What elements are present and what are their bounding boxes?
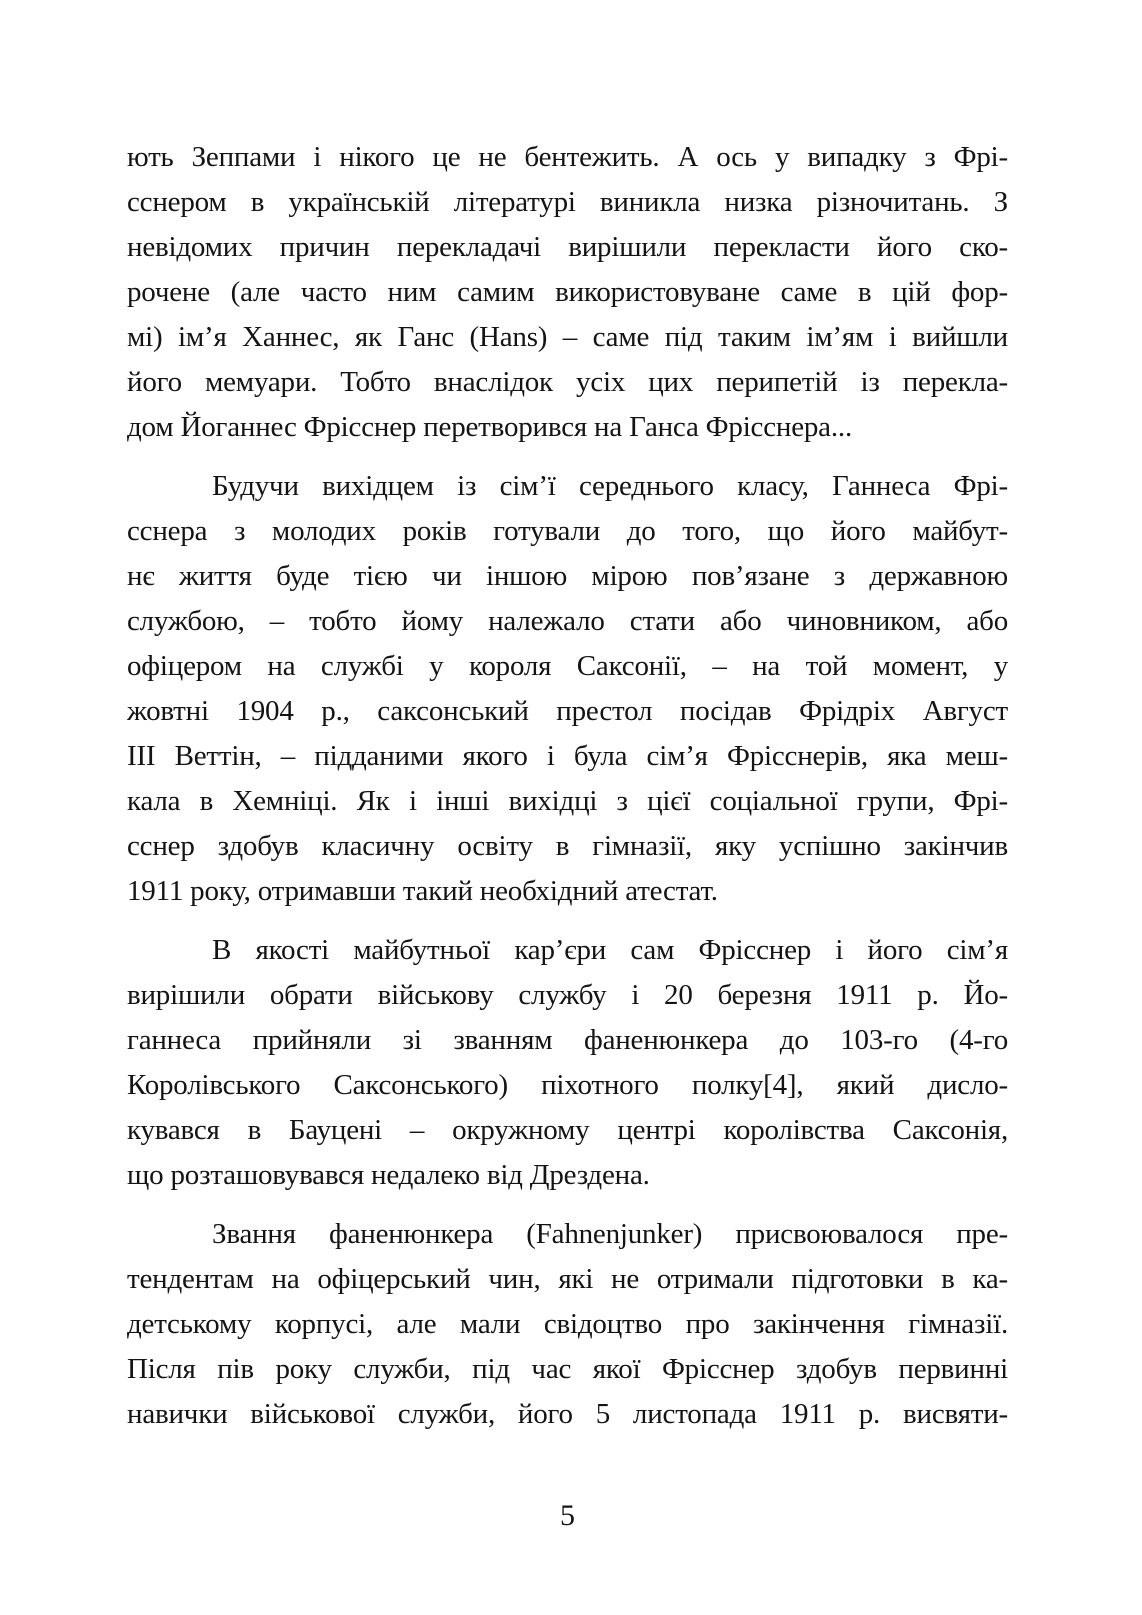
text-line: ганнеса прийняли зі званням фаненюнкера до 103-го (4-го <box>127 1024 1008 1056</box>
text-line: рочене (але часто ним самим використовуване саме в цій фор- <box>127 276 1008 308</box>
text-line: невідомих причин перекладачі вирішили перекласти його ско- <box>127 231 1008 263</box>
text-line: його мемуари. Тобто внаслідок усіх цих перипетій із перекла- <box>127 366 1008 398</box>
text-line: сснером в українській літературі виникла низка різночитань. З <box>127 186 1008 218</box>
paragraph <box>127 464 1008 914</box>
page-body <box>127 135 1008 1437</box>
text-line: ють Зеппами і нікого це не бентежить. А ось у випадку з Фрі- <box>127 141 1008 173</box>
paragraph <box>127 1212 1008 1437</box>
text-line: вирішили обрати військову службу і 20 березня 1911 р. Йо- <box>127 979 1008 1011</box>
text-line: навички військової служби, його 5 листопада 1911 р. висвяти- <box>127 1398 1008 1430</box>
text-line: що розташовувався недалеко від Дрездена. <box>127 1159 650 1191</box>
paragraph <box>127 135 1008 450</box>
text-line: Королівського Саксонського) піхотного полку[4], який дисло- <box>127 1069 1008 1101</box>
text-line: сснер здобув класичну освіту в гімназії, яку успішно закінчив <box>127 830 1008 862</box>
text-line: В якості майбутньої кар’єри сам Фрісснер і його сім’я <box>212 934 1008 966</box>
text-line: нє життя буде тією чи іншою мірою пов’язане з державною <box>127 560 1008 592</box>
text-line: жовтні 1904 р., саксонський престол посідав Фрідріх Август <box>127 695 1008 727</box>
text-line: сснера з молодих років готували до того, що його майбут- <box>127 515 1008 547</box>
text-line: дом Йоганнес Фрісснер перетворився на Ганса Фрісснера... <box>127 411 853 443</box>
text-line: детському корпусі, але мали свідоцтво про закінчення гімназії. <box>127 1308 1008 1340</box>
text-line: ІІІ Веттін, – підданими якого і була сім’я Фрісснерів, яка меш- <box>127 740 1008 772</box>
text-line: Після пів року служби, під час якої Фрісснер здобув первинні <box>127 1353 1008 1385</box>
text-line: Будучи вихідцем із сім’ї середнього класу, Ганнеса Фрі- <box>212 470 1008 502</box>
text-line: кала в Хемніці. Як і інші вихідці з цієї соціальної групи, Фрі- <box>127 785 1008 817</box>
page-number: 5 <box>560 1499 575 1532</box>
text-line: 1911 року, отримавши такий необхідний атестат. <box>127 875 718 907</box>
text-line: тендентам на офіцерський чин, які не отримали підготовки в ка- <box>127 1263 1008 1295</box>
text-line: службою, – тобто йому належало стати або чиновником, або <box>127 605 1008 637</box>
text-line: офіцером на службі у короля Саксонії, – на той момент, у <box>127 650 1008 682</box>
text-line: кувався в Бауцені – окружному центрі королівства Саксонія, <box>127 1114 1008 1146</box>
text-line: мі) ім’я Ханнес, як Ганс (Hans) – саме під таким ім’ям і вийшли <box>127 321 1008 353</box>
paragraph <box>127 928 1008 1198</box>
text-line: Звання фаненюнкера (Fahnenjunker) присвоювалося пре- <box>212 1218 1008 1250</box>
